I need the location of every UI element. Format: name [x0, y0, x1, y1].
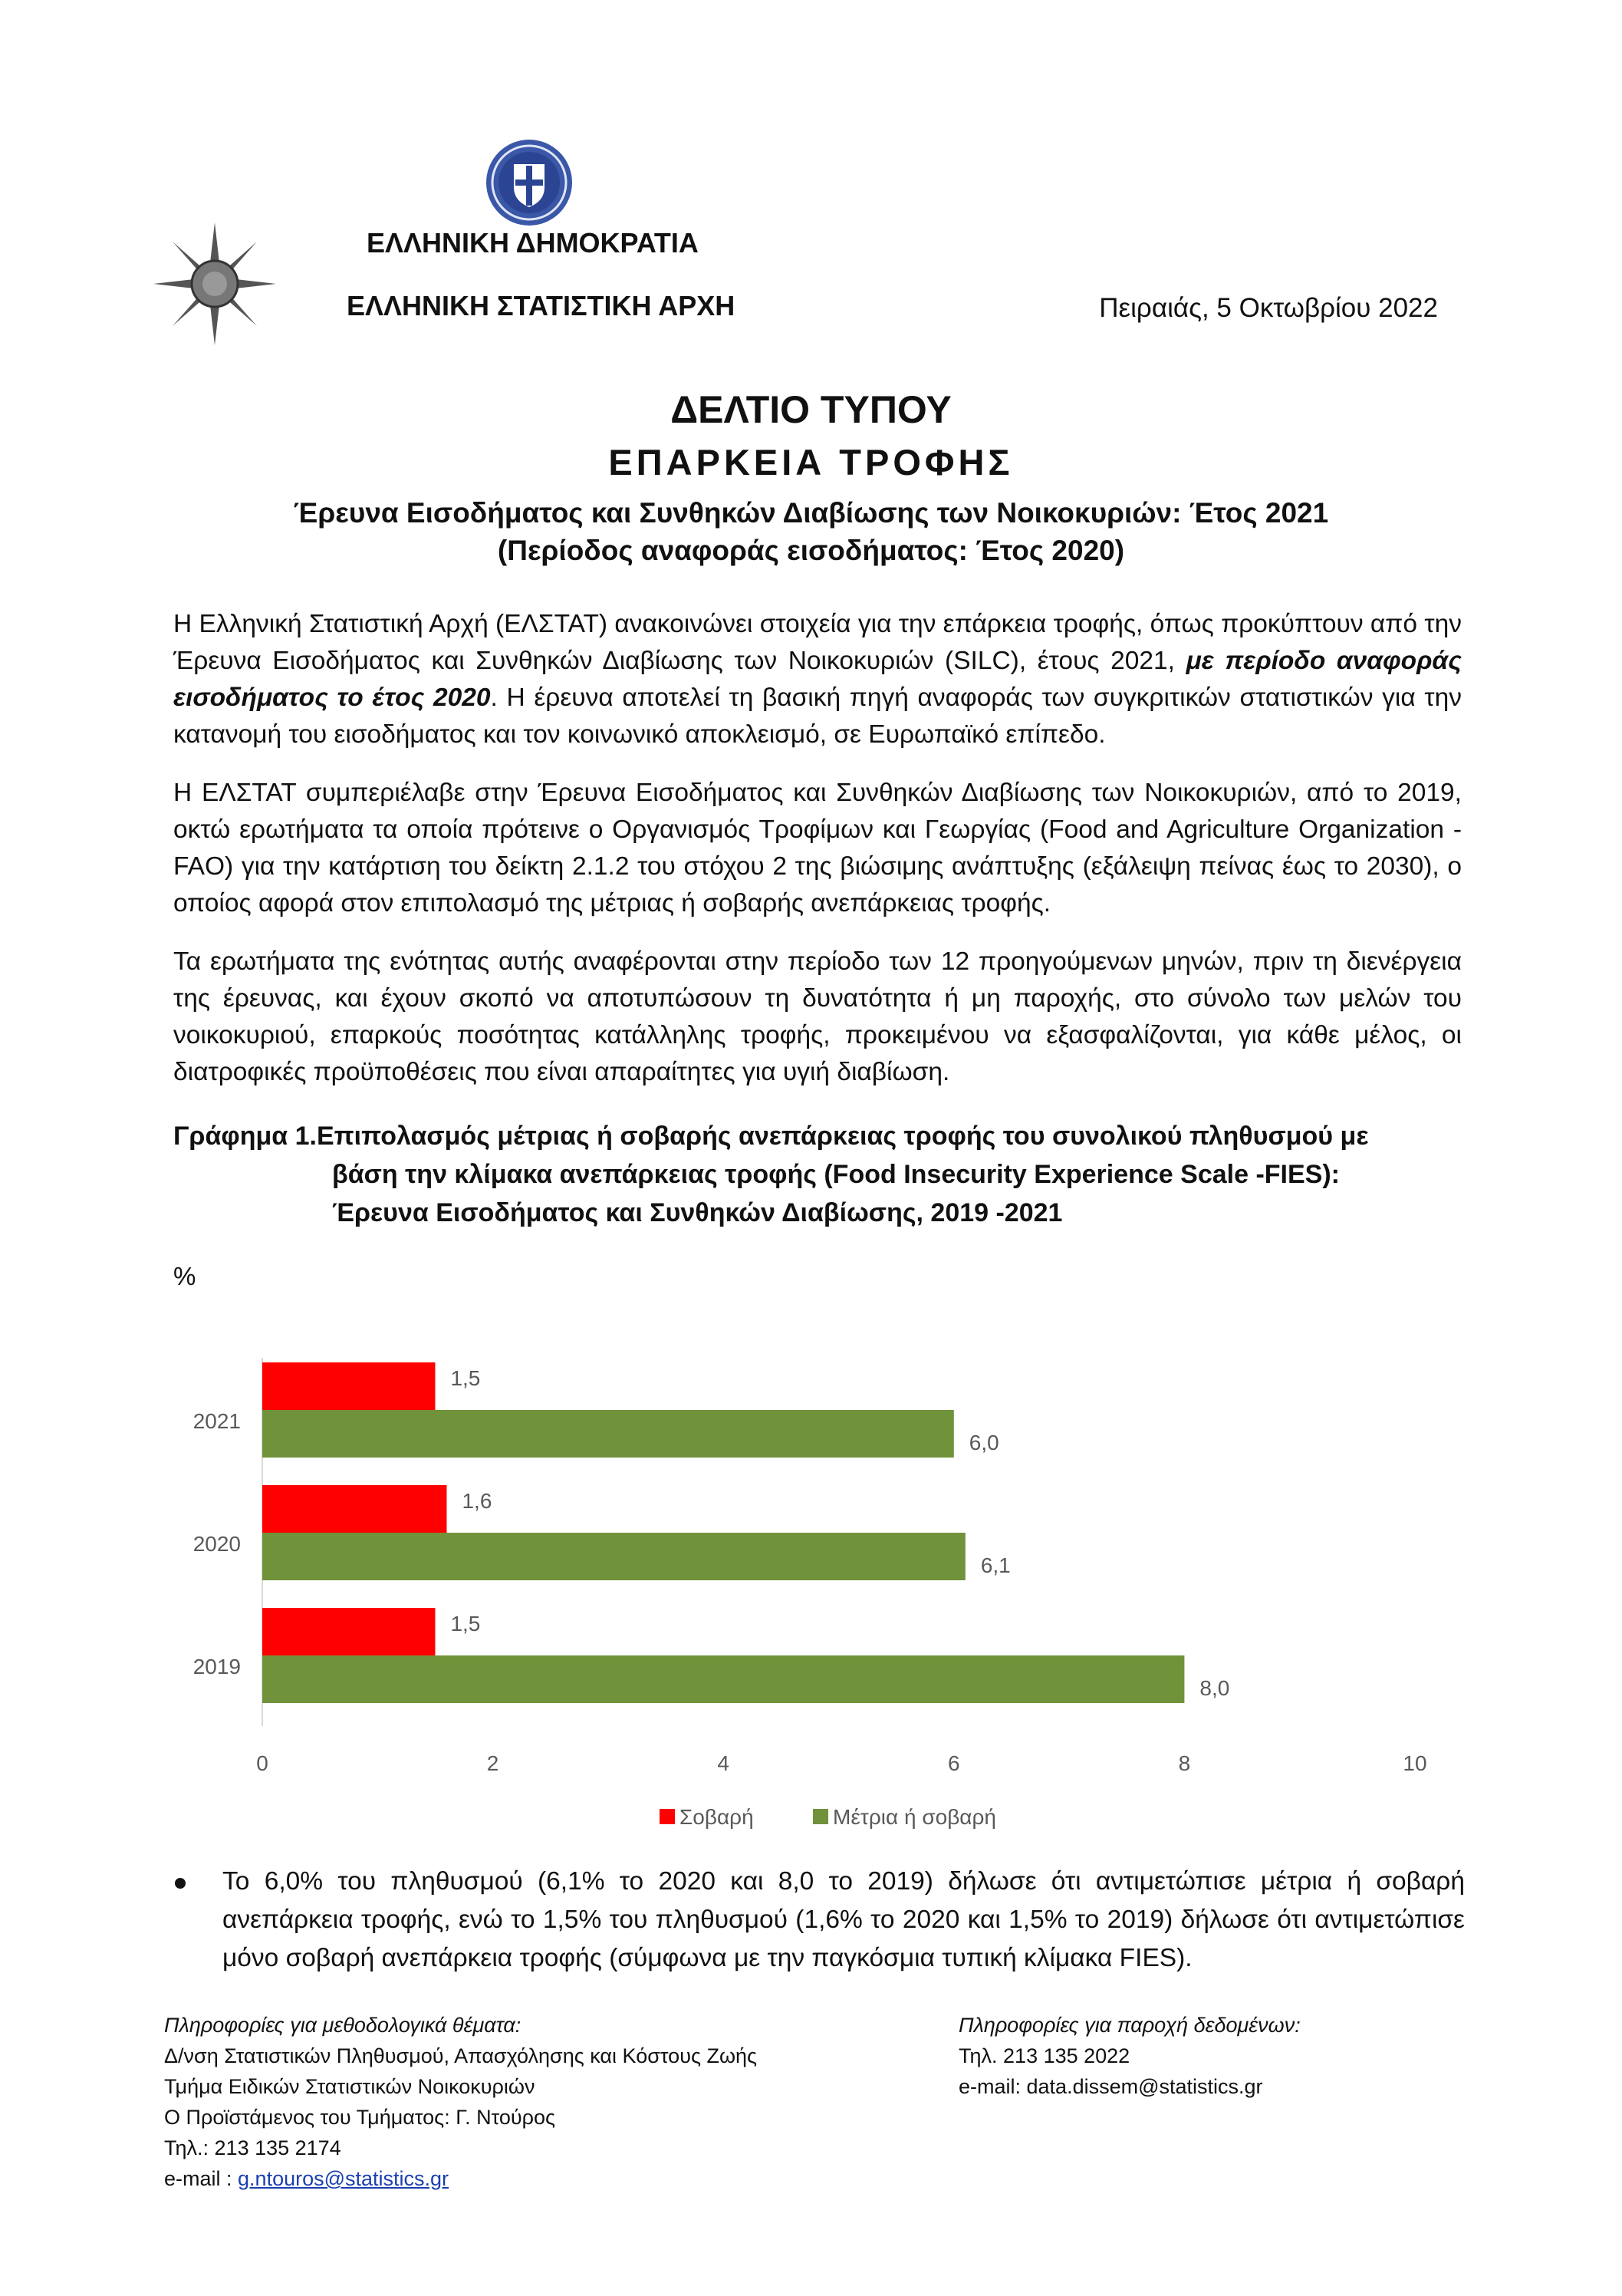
chart-bar-severe [262, 1362, 435, 1410]
paragraph-questions: Τα ερωτήματα της ενότητας αυτής αναφέρονται στην περίοδο των 12 προηγούμενων μηνών, πριν τη διενέργεια της έρευνας, και έχουν σκοπό να αποτυπώσουν τη δυνατότητα ή μη παροχής, στο σύνολο των μελών του νοικοκυριού, επαρκούς ποσότητας κατάλληλης τροφής, προκειμένου να εξασφαλίζονται, για κάθε μέλος, οι διατροφικές προϋποθέσεις που είναι απαραίτητες για υγιή διαβίωση. [173, 947, 1462, 1086]
chart-legend-label: Σοβαρή [679, 1805, 754, 1829]
greek-coat-of-arms-logo [483, 137, 575, 229]
header-republic: ΕΛΛΗΝΙΚΗ ΔΗΜΟΚΡΑΤΙΑ [367, 227, 699, 259]
topic-title: ΕΠΑΡΚΕΙΑ ΤΡΟΦΗΣ [608, 442, 1014, 483]
chart-caption-line-3: Έρευνα Εισοδήματος και Συνθηκών Διαβίωσης, 2019 -2021 [332, 1198, 1063, 1227]
footer-email-link[interactable]: g.ntouros@statistics.gr [238, 2167, 449, 2190]
chart-data-label: 1,5 [450, 1366, 481, 1390]
chart-x-tick-label: 2 [486, 1751, 499, 1775]
chart-unit-label: % [173, 1262, 196, 1290]
paragraph-intro-emphasis: με περίοδο αναφοράς εισοδήματος το έτος 2020 [173, 647, 1462, 712]
chart-category-label: 2021 [192, 1409, 241, 1433]
chart-data-label: 6,0 [969, 1431, 999, 1454]
footer-data-email: e-mail: data.dissem@statistics.gr [959, 2075, 1263, 2098]
chart-x-tick-label: 10 [1403, 1751, 1427, 1775]
chart-x-tick-label: 8 [1178, 1751, 1191, 1775]
paragraph-intro-end: . Η έρευνα αποτελεί τη βασική πηγή αναφοράς των συγκριτικών στατιστικών για την κατανομή του εισοδήματος και τον κοινωνικό αποκλεισμό, σε Ευρωπαϊκό επίπεδο. [173, 684, 1462, 749]
header-date: Πειραιάς, 5 Οκτωβρίου 2022 [1099, 293, 1438, 323]
food-insecurity-bar-chart [153, 1327, 1488, 1849]
header-authority: ΕΛΛΗΝΙΚΗ ΣΤΑΤΙΣΤΙΚΗ ΑΡΧΗ [347, 290, 735, 321]
footer-methodology-contact [164, 2010, 757, 2194]
chart-data-label: 6,1 [980, 1553, 1011, 1577]
footer-data-heading: Πληροφορίες για παροχή δεδομένων: [959, 2014, 1301, 2037]
chart-x-tick-label: 0 [256, 1751, 268, 1775]
chart-bar-moderate-or-severe [262, 1655, 1184, 1703]
press-release-title: ΔΕΛΤΙΟ ΤΥΠΟΥ [670, 388, 952, 431]
paragraph-fao: Η ΕΛΣΤΑΤ συμπεριέλαβε στην Έρευνα Εισοδήματος και Συνθηκών Διαβίωσης των Νοικοκυριών, από το 2019, οκτώ ερωτήματα τα οποία πρότεινε ο Οργανισμός Τροφίμων και Γεωργίας (Food and Agriculture Organization - FAO) για την κατάρτιση του δείκτη 2.1.2 του στόχου 2 της βιώσιμης ανάπτυξης (εξάλειψη πείνας έως το 2030), ο οποίος αφορά στον επιπολασμό της μέτριας ή σοβαρής ανεπάρκειας τροφής. [173, 779, 1462, 917]
chart-bar-severe [262, 1608, 435, 1655]
chart-bar-moderate-or-severe [262, 1533, 966, 1580]
paragraph-intro [173, 606, 1462, 753]
chart-legend-swatch [660, 1809, 675, 1824]
chart-data-label: 8,0 [1199, 1676, 1230, 1700]
chart-caption-line-2: βάση την κλίμακα ανεπάρκειας τροφής (Food Insecurity Experience Scale -FIES): [332, 1160, 1340, 1189]
paragraph-intro-start: Η Ελληνική Στατιστική Αρχή (ΕΛΣΤΑΤ) ανακοινώνει στοιχεία για την επάρκεια τροφής, όπως προκύπτουν από την Έρευνα Εισοδήματος και Συνθηκών Διαβίωσης των Νοικοκυριών (SILC), έτους 2021, [173, 610, 1462, 675]
bullet-icon [175, 1878, 186, 1889]
chart-bar-severe [262, 1485, 446, 1533]
chart-caption [173, 1117, 1477, 1232]
chart-data-label: 1,5 [450, 1612, 481, 1636]
footer-data-phone: Τηλ. 213 135 2022 [959, 2044, 1130, 2067]
elstat-compass-logo [153, 222, 276, 345]
chart-caption-line-1: Γράφημα 1.Επιπολασμός μέτριας ή σοβαρής ανεπάρκειας τροφής του συνολικού πληθυσμού με [173, 1122, 1369, 1151]
footer-department: Τμήμα Ειδικών Στατιστικών Νοικοκυριών [164, 2075, 535, 2098]
footer-methodology-heading: Πληροφορίες για μεθοδολογικά θέματα: [164, 2014, 521, 2037]
reference-period-subtitle: (Περίοδος αναφοράς εισοδήματος: Έτος 2020) [497, 535, 1125, 566]
chart-x-tick-label: 4 [717, 1751, 729, 1775]
chart-legend-swatch [813, 1809, 828, 1824]
footer-directorate: Δ/νση Στατιστικών Πληθυσμού, Απασχόλησης και Κόστους Ζωής [164, 2044, 758, 2067]
chart-category-label: 2020 [192, 1532, 241, 1556]
chart-data-label: 1,6 [462, 1489, 492, 1513]
chart-x-tick-label: 6 [948, 1751, 960, 1775]
chart-category-label: 2019 [192, 1655, 241, 1678]
bullet-summary: Το 6,0% του πληθυσμού (6,1% το 2020 και 8,0 το 2019) δήλωσε ότι αντιμετώπισε μέτρια ή σοβαρή ανεπάρκεια τροφής, ενώ το 1,5% του πληθυσμού (1,6% το 2020 και 1,5% το 2019) δήλωσε ότι αντιμετώπισε μόνο σοβαρή ανεπάρκεια τροφής (σύμφωνα με την παγκόσμια τυπική κλίμακα FIES). [222, 1867, 1465, 1972]
footer-data-contact [959, 2010, 1301, 2102]
footer-email-row [164, 2163, 757, 2194]
footer-head-of-department: Ο Προϊστάμενος του Τμήματος: Γ. Ντούρος [164, 2106, 556, 2129]
chart-legend-label: Μέτρια ή σοβαρή [833, 1805, 996, 1829]
chart-bar-moderate-or-severe [262, 1410, 954, 1458]
survey-subtitle: Έρευνα Εισοδήματος και Συνθηκών Διαβίωσης των Νοικοκυριών: Έτος 2021 [293, 497, 1329, 529]
footer-email-label: e-mail : [164, 2167, 239, 2190]
footer-phone: Τηλ.: 213 135 2174 [164, 2136, 341, 2159]
